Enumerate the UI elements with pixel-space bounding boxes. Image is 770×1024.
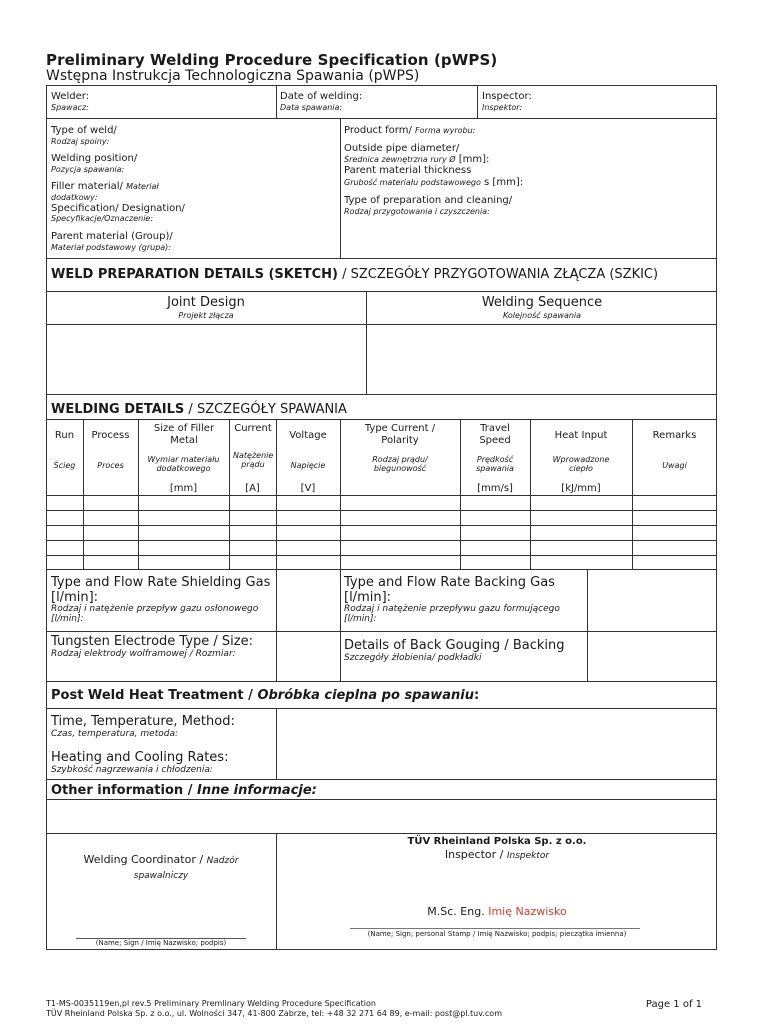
welding-details-heading <box>51 402 347 417</box>
divider <box>276 708 277 780</box>
col-unit-current: [A] <box>245 483 260 494</box>
page-subtitle: Wstępna Instrukcja Technologiczna Spawania (pWPS) <box>46 68 420 84</box>
sketch-heading-rest: / SZCZEGÓŁY PRZYGOTOWANIA ZŁĄCZA (SZKIC) <box>337 267 659 282</box>
pwht-rates-label-pl: Szybkość nagrzewania i chłodzenia: <box>51 765 213 775</box>
col-unit-voltage: [V] <box>300 483 316 494</box>
col-header-current-pl: Natężenie prądu <box>233 451 274 469</box>
divider <box>276 85 277 119</box>
divider <box>340 569 341 682</box>
welding-sequence-sketch-area[interactable] <box>366 324 717 395</box>
pwht-heading-end: : <box>474 688 480 703</box>
joint-design-sketch-area[interactable] <box>46 324 367 395</box>
pwht-heading <box>51 688 479 703</box>
position-label: Welding position/ <box>51 153 138 164</box>
thickness-pl-text: Grubość materiału podstawowego <box>344 178 481 187</box>
sketch-heading-bold: WELD PREPARATION DETAILS (SKETCH) <box>51 267 338 282</box>
type-of-weld-label-pl: Rodzaj spoiny: <box>51 137 110 146</box>
spec-label-pl: Specyfikacje/Oznaczenie: <box>51 214 154 223</box>
thickness-label: Parent material thickness <box>344 165 472 176</box>
thickness-unit: s [mm]: <box>484 177 524 188</box>
row-divider <box>46 555 717 556</box>
filler-label <box>51 181 159 193</box>
coordinator-label-pl-2: spawalniczy <box>133 871 189 881</box>
date-label-pl: Data spawania: <box>280 103 343 112</box>
page-title: Preliminary Welding Procedure Specification (pWPS) <box>46 51 498 69</box>
pipe-diameter-unit: [mm]: <box>458 154 490 165</box>
col-unit-travel-speed: [mm/s] <box>477 483 513 494</box>
electrode-label: Tungsten Electrode Type / Size: <box>51 634 253 649</box>
coordinator-label <box>46 853 276 883</box>
welding-details-heading-rest: / SZCZEGÓŁY SPAWANIA <box>184 402 347 417</box>
pwht-rates-label: Heating and Cooling Rates: <box>51 750 229 765</box>
position-label-pl: Pozycja spawania: <box>51 165 125 174</box>
welder-label-pl: Spawacz: <box>51 103 89 112</box>
welding-sequence-label-pl: Kolejność spawania <box>502 311 582 320</box>
product-form-label <box>344 125 475 137</box>
divider <box>276 569 277 682</box>
row-divider <box>46 495 717 496</box>
sketch-heading <box>51 267 658 282</box>
other-info-heading-italic: Inne informacje: <box>196 783 317 798</box>
preparation-label-pl: Rodzaj przygotowania i czyszczenia: <box>344 207 490 216</box>
company-name: TÜV Rheinland Polska Sp. z o.o. <box>407 836 587 847</box>
divider <box>477 85 478 119</box>
parent-label-pl: Materiał podstawowy (grupa): <box>51 243 171 252</box>
inspector-label-pl: Inspektor: <box>482 103 523 112</box>
pwht-time-label-pl: Czas, temperatura, metoda: <box>51 729 179 739</box>
col-unit-filler-size: [mm] <box>169 483 198 494</box>
spec-label: Specification/ Designation/ <box>51 203 185 214</box>
col-header-heat-input: Heat Input <box>554 430 608 441</box>
filler-label-pl: Materiał <box>126 182 159 191</box>
product-form-pl: Forma wyrobu: <box>415 126 476 135</box>
col-header-run: Run <box>54 430 75 441</box>
col-header-travel-speed-pl: Prędkość spawania <box>476 455 514 473</box>
row-divider <box>46 540 717 541</box>
divider <box>340 118 341 259</box>
col-unit-heat-input: [kJ/mm] <box>561 483 601 494</box>
filler-label-pl-2: dodatkowy: <box>51 193 98 202</box>
other-info-heading <box>51 783 317 798</box>
pwht-heading-italic: Obróbka cieplna po spawaniu <box>257 688 475 703</box>
coordinator-label-en: Welding Coordinator / <box>83 853 204 866</box>
pwht-heading-sep: / <box>243 688 258 703</box>
inspector-label: Inspector: <box>482 91 532 102</box>
col-header-process-pl: Proces <box>97 461 124 470</box>
inspector-sign-label-pl: Inspektor <box>506 851 550 861</box>
inspector-name-placeholder: Imię Nazwisko <box>488 905 567 918</box>
top-row <box>46 85 717 119</box>
col-header-filler-size: Size of Filler Metal <box>153 423 215 446</box>
row-divider <box>46 510 717 511</box>
backing-gas-label-pl: Rodzaj i natężenie przepływu gazu formującego [l/min]: <box>344 604 560 624</box>
joint-design-label-pl: Projekt złącza <box>178 311 234 320</box>
back-gouging-label: Details of Back Gouging / Backing <box>344 638 565 653</box>
col-header-remarks-pl: Uwagi <box>662 461 687 470</box>
electrode-label-pl: Rodzaj elektrody wolframowej / Rozmiar: <box>51 649 236 659</box>
col-header-filler-size-pl: Wymiar materiału dodatkowego <box>147 455 220 473</box>
col-header-travel-speed: Travel Speed <box>479 423 511 446</box>
footer-doc-ref: T1-MS-0035119en,pl rev.5 Preliminary Premlinary Welding Procedure Specification <box>46 999 376 1008</box>
pipe-diameter-label: Outside pipe diameter/ <box>344 143 460 154</box>
welder-label: Welder: <box>51 91 90 102</box>
col-header-polarity: Type Current / Polarity <box>364 423 436 446</box>
col-header-polarity-pl: Rodzaj prądu/ biegunowość <box>372 455 428 473</box>
other-info-area[interactable] <box>46 799 717 834</box>
welding-details-heading-bold: WELDING DETAILS <box>51 402 185 417</box>
row-divider <box>46 525 717 526</box>
preparation-label: Type of preparation and cleaning/ <box>344 195 513 206</box>
date-label: Date of welding: <box>280 91 363 102</box>
other-info-heading-bold: Other information <box>51 783 184 798</box>
col-header-current: Current <box>234 423 272 434</box>
pwht-heading-bold: Post Weld Heat Treatment <box>51 688 244 703</box>
divider <box>587 569 588 682</box>
inspector-signature-line <box>350 928 640 929</box>
shielding-gas-label-pl: Rodzaj i natężenie przepływ gazu osłonowego [l/min]: <box>51 604 259 624</box>
product-form-en: Product form/ <box>344 125 412 136</box>
col-header-voltage-pl: Napięcie <box>290 461 326 470</box>
filler-label-en: Filler material/ <box>51 181 123 192</box>
inspector-title: M.Sc. Eng. <box>427 905 485 918</box>
shielding-gas-label: Type and Flow Rate Shielding Gas [l/min]: <box>51 575 271 605</box>
pipe-diameter-pl-text: Średnica zewnętrzna rury Ø <box>344 155 456 164</box>
thickness-pl <box>344 177 523 189</box>
col-header-run-pl: Ścieg <box>53 461 76 470</box>
parent-label: Parent material (Group)/ <box>51 231 173 242</box>
other-info-heading-sep: / <box>183 783 197 798</box>
backing-gas-label: Type and Flow Rate Backing Gas [l/min]: <box>344 575 555 605</box>
welding-sequence-label: Welding Sequence <box>481 295 603 310</box>
inspector-sign-label-en: Inspector / <box>444 848 504 861</box>
col-header-process: Process <box>91 430 130 441</box>
type-of-weld-label: Type of weld/ <box>51 125 117 136</box>
inspector-sign-label <box>277 848 717 863</box>
inspector-name <box>277 905 717 918</box>
inspector-note: (Name; Sign; personal Stamp / Imię Nazwisko; podpis; pieczątka imienna) <box>367 930 627 938</box>
coordinator-label-pl-1: Nadzór <box>206 856 239 866</box>
footer-address: TÜV Rheinland Polska Sp. z o.o., ul. Wolności 347, 41-800 Zabrze, tel: +48 32 271 64 89, e-mail: post@pl.tuv.com <box>46 1009 502 1018</box>
coordinator-note: (Name; Sign / Imię Nazwisko; podpis) <box>95 939 227 947</box>
joint-design-label: Joint Design <box>167 295 245 310</box>
pwht-time-label: Time, Temperature, Method: <box>51 714 235 729</box>
back-gouging-label-pl: Szczegóły żłobienia/ podkładki <box>344 653 482 663</box>
col-header-heat-input-pl: Wprowadzone ciepło <box>552 455 610 473</box>
col-header-voltage: Voltage <box>289 430 327 441</box>
col-header-remarks: Remarks <box>652 430 697 441</box>
divider <box>46 631 717 632</box>
footer-page-number: Page 1 of 1 <box>645 999 702 1010</box>
